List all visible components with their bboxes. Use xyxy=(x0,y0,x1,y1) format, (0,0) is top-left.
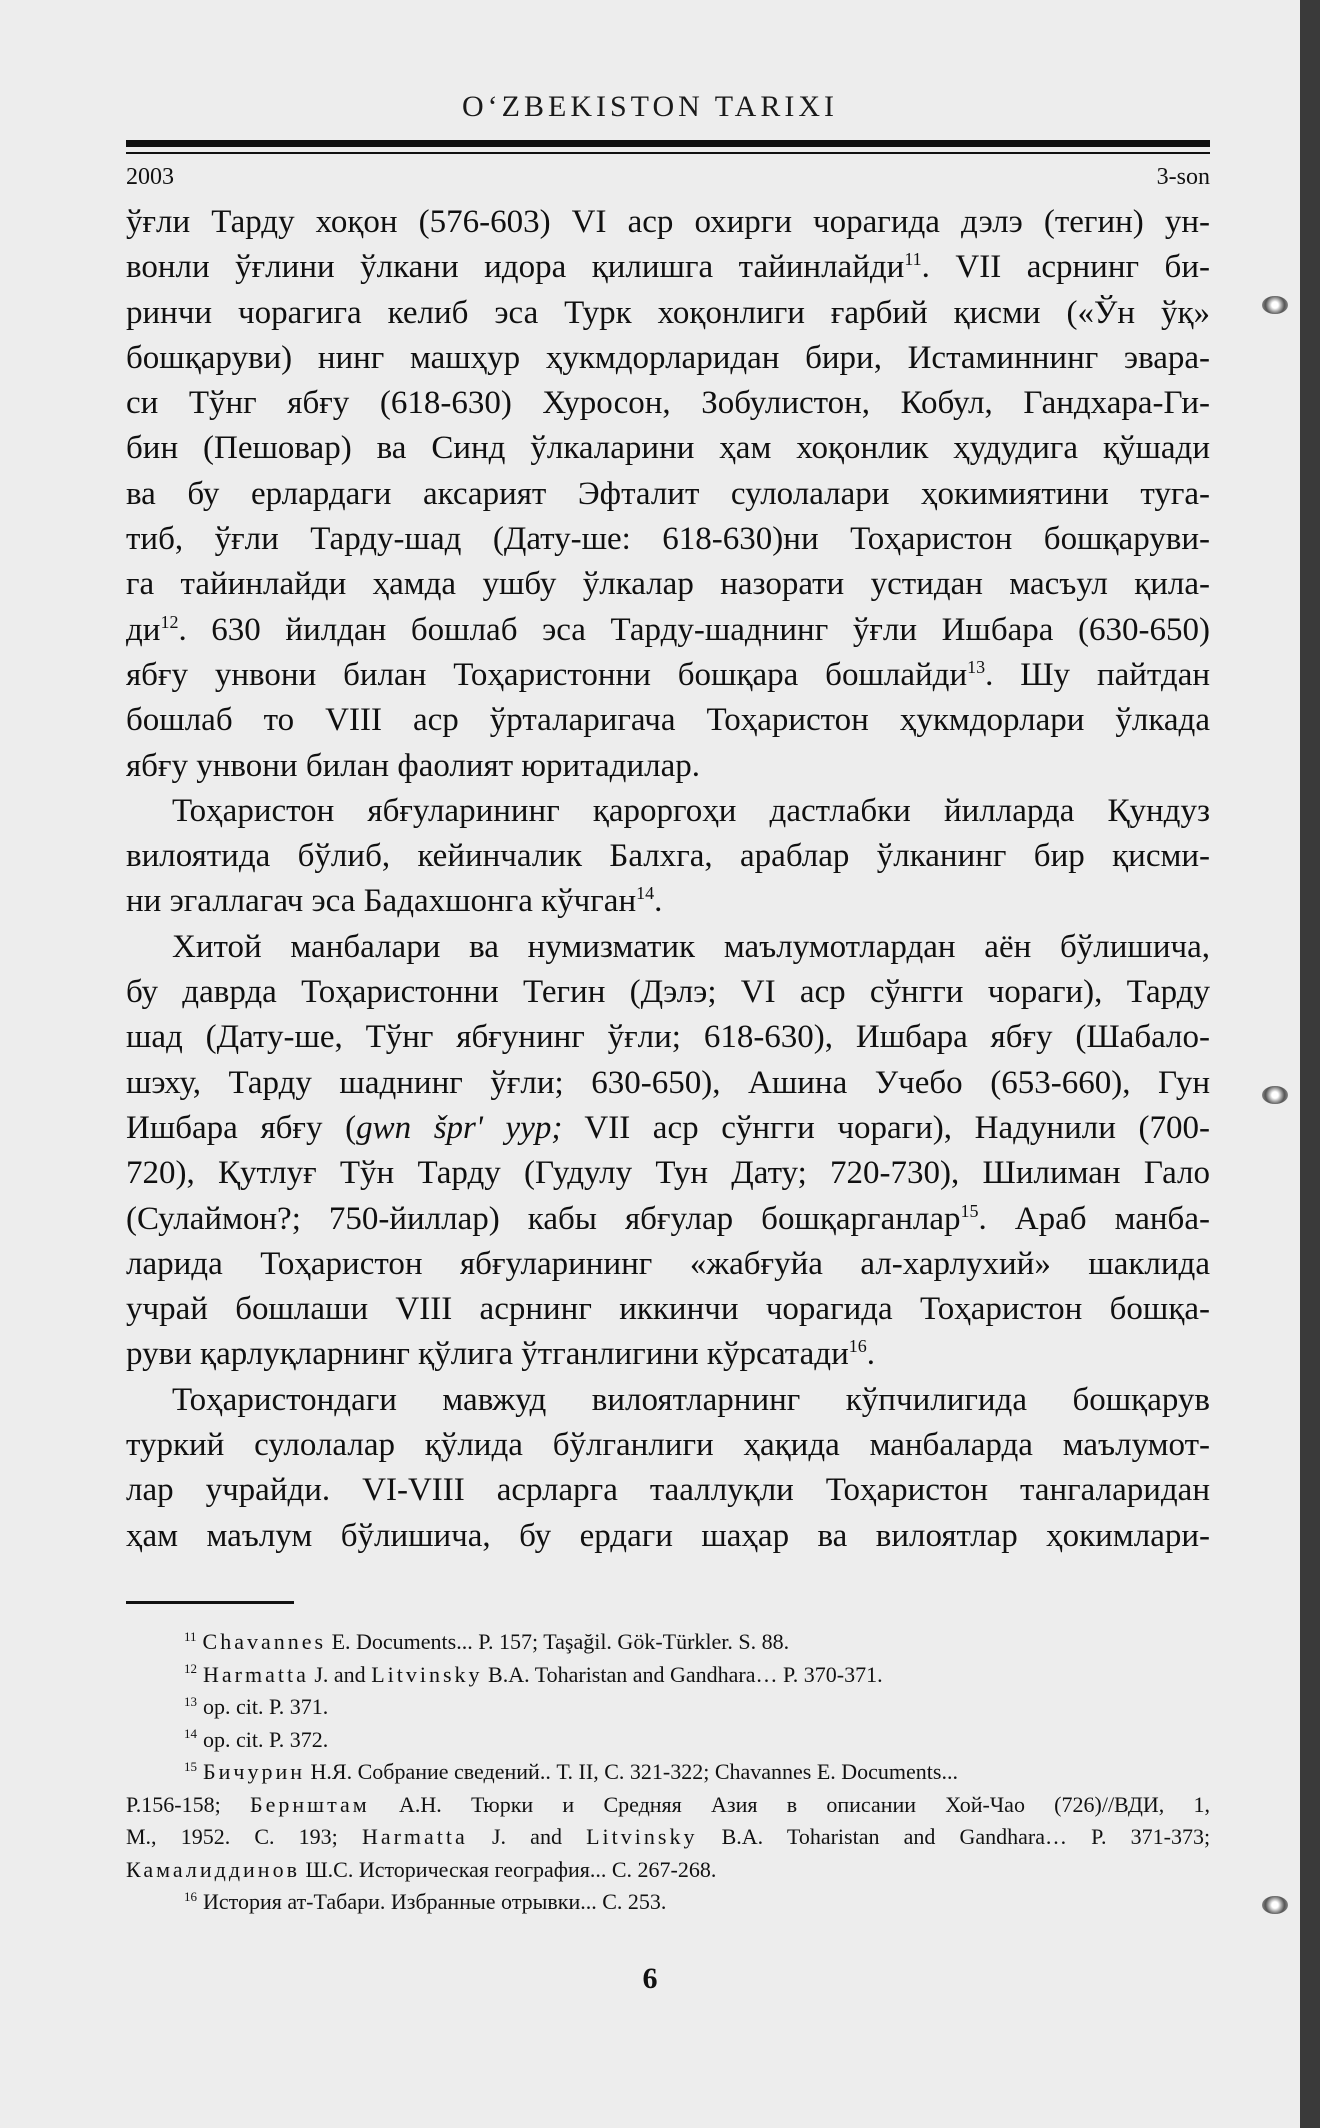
footnotes xyxy=(126,1626,1210,1919)
footnote-separator xyxy=(126,1601,294,1604)
paragraph-4: Тоҳаристондаги мавжуд вилоятларнинг кўпчилигида бошқарув туркий сулолалар қўлида бўлганлиги ҳақида манбаларда маълумот- лар учрайди. VI-VIII асрларга тааллуқли Тоҳаристон тангаларидан ҳам маълум бўлишича, бу ердаги шаҳар ва вилоятлар ҳокимлари- xyxy=(126,1381,1210,1554)
footnote-15-cont-1: P.156-158; Бернштам А.Н. Тюрки и Средняя Азия в описании Хой-Чао (726)//ВДИ, 1, xyxy=(126,1791,1211,1817)
footnote-14: $^{14}$ op. cit. P. 372. xyxy=(184,1726,329,1752)
footnote-15-cont-3: Камалиддинов Ш.С. Историческая география... С. 267-268. xyxy=(126,1856,717,1882)
main-text xyxy=(126,200,1210,1559)
footnote-16: $^{16}$ История ат-Табари. Избранные отрывки... С. 253. xyxy=(184,1888,667,1914)
footnote-11: $^{11}$ Chavannes E. Documents... P. 157; Taşağil. Gök-Türkler. S. 88. xyxy=(184,1628,790,1654)
paragraph-1: ўғли Тарду хоқон (576-603) VI аср охирги чорагида дэлэ (тегин) ун- вонли ўғлини ўлкани идора қилишга тайинлайди$^{11}$. VII асрнинг би- ринчи чорагига келиб эса Турк хоқонлиги ғарбий қисми («Ўн ўқ» бошқаруви) нинг машҳур ҳукмдорларидан бири, Истаминнинг эвара- си Тўнг ябғу (618-630) Хуросон, Зобулистон, Кобул, Гандхара-Ги- бин (Пешовар) ва Синд ўлкаларини ҳам хоқонлик ҳудудига қўшади ва бу ерлардаги аксарият Эфталит сулолалари ҳокимиятини туга- тиб, ўғли Тарду-шад (Дату-ше: 618-630)ни Тоҳаристон бошқаруви- га тайинлайди ҳамда ушбу ўлкалар назорати устидан масъул қила- $ди^{12}$. 630 йилдан бошлаб эса Тарду-шаднинг ўғли Ишбара (630-650) ябғу унвони билан Тоҳаристонни бошқара бошлайди$^{13}$. Шу пайтдан бошлаб то VIII аср ўрталаригача Тоҳаристон ҳукмдорлари ўлкада ябғу унвони билан фаолият юритадилар. xyxy=(126,204,1210,784)
page-edge-shadow xyxy=(1300,0,1320,2128)
footnote-ref[interactable]: 15 xyxy=(960,1200,979,1221)
footnote-ref[interactable]: 16 xyxy=(848,1336,867,1357)
footnote-ref[interactable]: 13 xyxy=(967,656,986,677)
issue-number: 3-son xyxy=(1156,164,1210,190)
header-rule-thin xyxy=(126,152,1210,154)
paragraph-2: Тоҳаристон ябғуларининг қароргоҳи дастлабки йилларда Қундуз вилоятида бўлиб, кейинчалик Балхга, араблар ўлканинг бир қисми- ни эгаллагач эса Бадахшонга кўчган$^{14}$. xyxy=(126,792,1210,920)
punch-hole-icon xyxy=(1262,1896,1288,1914)
footnote-13: $^{13}$ op. cit. P. 371. xyxy=(184,1693,329,1719)
footnote-15-cont-2: М., 1952. С. 193; Harmatta J. and Litvinsky B.A. Toharistan and Gandhara… P. 371-373; xyxy=(126,1824,1211,1849)
journal-title: O‘ZBEKISTON TARIXI xyxy=(462,90,838,123)
paragraph-3: Хитой манбалари ва нумизматик маълумотлардан аён бўлишича, бу даврда Тоҳаристонни Тегин (Дэлэ; VI аср сўнгги чораги), Тарду шад (Дату-ше, Тўнг ябғунинг ўғли; 618-630), Ишбара ябғу (Шабало- шэху, Тарду шаднинг ўғли; 630-650), Ашина Учебо (653-660), Гун Ишбара ябғу (gwn špr' yyp; VII аср сўнгги чораги), Надунили (700- 720), Қутлуғ Тўн Тарду (Гудулу Тун Дату; 720-730), Шилиман Гало (Сулаймон?; 750-йиллар) кабы ябғулар бошқарганлар$^{15}$. Араб манба- ларида Тоҳаристон ябғуларининг «жабғуйа ал-харлухий» шаклида учрай бошлаши VIII асрнинг иккинчи чорагида Тоҳаристон бошқа- руви қарлуқларнинг қўлига ўтганлигини кўрсатади$^{16}$. xyxy=(126,928,1210,1373)
footnote-ref[interactable]: 14 xyxy=(636,883,655,904)
issue-year: 2003 xyxy=(126,164,174,190)
footnote-ref[interactable]: 11 xyxy=(904,249,922,270)
footnote-12: $^{12}$ Harmatta J. and Litvinsky B.A. Toharistan and Gandhara… P. 370-371. xyxy=(184,1661,883,1687)
footnote-ref[interactable]: 12 xyxy=(160,611,179,632)
punch-hole-icon xyxy=(1262,1086,1288,1104)
footnote-15: $^{15}$ Бичурин Н.Я. Собрание сведений.. Т. II, С. 321-322; Chavannes E. Documents... xyxy=(184,1758,958,1784)
punch-hole-icon xyxy=(1262,296,1288,314)
header-rule-thick xyxy=(126,140,1210,147)
page-number: 6 xyxy=(642,1962,658,1995)
